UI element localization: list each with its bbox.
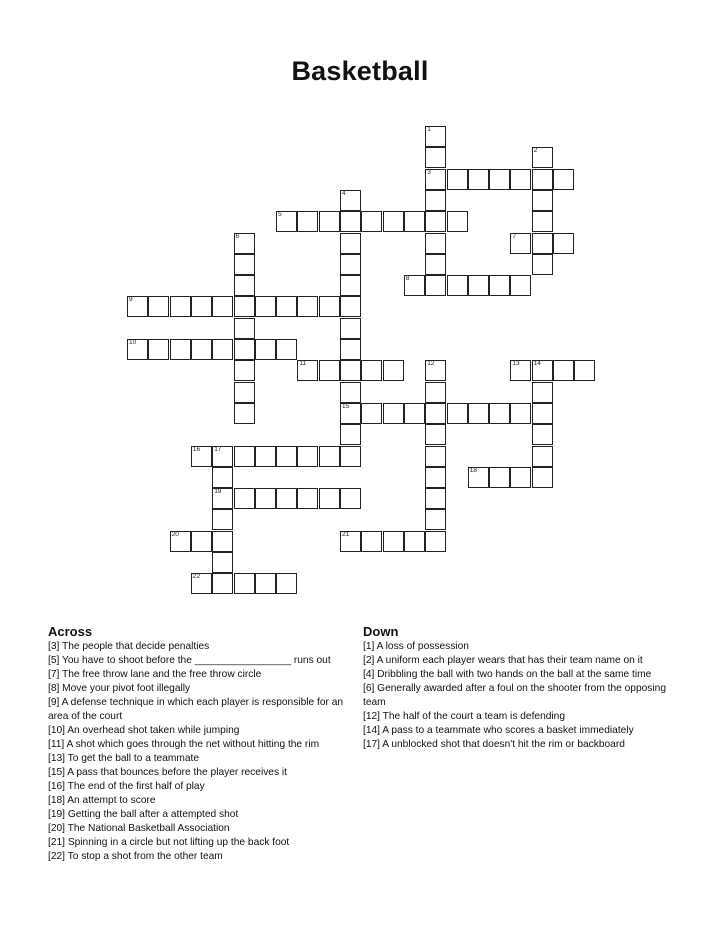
crossword-cell[interactable]: [127, 296, 148, 317]
crossword-cell[interactable]: [319, 488, 340, 509]
crossword-cell[interactable]: [447, 403, 468, 424]
crossword-cell[interactable]: [532, 446, 553, 467]
crossword-cell[interactable]: [191, 573, 212, 594]
crossword-cell[interactable]: [170, 339, 191, 360]
crossword-cell[interactable]: [340, 254, 361, 275]
crossword-cell[interactable]: [425, 403, 446, 424]
crossword-cell[interactable]: [425, 233, 446, 254]
crossword-cell[interactable]: [340, 339, 361, 360]
crossword-cell[interactable]: [361, 211, 382, 232]
crossword-cell[interactable]: [340, 190, 361, 211]
crossword-cell[interactable]: [340, 403, 361, 424]
crossword-cell[interactable]: [510, 233, 531, 254]
crossword-cell[interactable]: [212, 446, 233, 467]
crossword-cell[interactable]: [212, 467, 233, 488]
crossword-cell[interactable]: [404, 531, 425, 552]
crossword-cell[interactable]: [340, 318, 361, 339]
crossword-cell[interactable]: [510, 169, 531, 190]
crossword-cell[interactable]: [361, 360, 382, 381]
crossword-cell[interactable]: [276, 211, 297, 232]
crossword-cell[interactable]: [532, 424, 553, 445]
crossword-cell[interactable]: [319, 360, 340, 381]
crossword-cell[interactable]: [553, 233, 574, 254]
crossword-cell[interactable]: [361, 531, 382, 552]
crossword-cell[interactable]: [532, 211, 553, 232]
crossword-cell[interactable]: [425, 382, 446, 403]
clue-number: 4: [342, 189, 346, 197]
crossword-cell[interactable]: [425, 211, 446, 232]
crossword-cell[interactable]: [191, 296, 212, 317]
crossword-cell[interactable]: [234, 446, 255, 467]
crossword-cell[interactable]: [425, 169, 446, 190]
across-clue: [11] A shot which goes through the net without hitting the rim: [48, 739, 320, 750]
down-clue: [12] The half of the court a team is defending: [363, 711, 565, 722]
crossword-cell[interactable]: [404, 403, 425, 424]
clue-number: 18: [469, 466, 478, 474]
crossword-cell[interactable]: [532, 147, 553, 168]
clue-number: 12: [427, 360, 435, 368]
crossword-cell[interactable]: [234, 233, 255, 254]
crossword-cell[interactable]: [212, 552, 233, 573]
crossword-cell[interactable]: [340, 531, 361, 552]
clue-number: 5: [278, 211, 282, 219]
crossword-cell[interactable]: [234, 403, 255, 424]
clue-number: 17: [214, 445, 222, 453]
crossword-cell[interactable]: [148, 339, 169, 360]
crossword-cell[interactable]: [319, 296, 340, 317]
crossword-cell[interactable]: [212, 339, 233, 360]
clue-number: 9: [129, 296, 133, 304]
clue-number: 21: [342, 530, 350, 538]
clue-number: 8: [405, 275, 410, 283]
across-clue: [18] An attempt to score: [48, 795, 156, 806]
across-clues: [48, 624, 358, 864]
crossword-cell[interactable]: [234, 318, 255, 339]
crossword-cell[interactable]: [510, 275, 531, 296]
crossword-cell[interactable]: [276, 488, 297, 509]
crossword-cell[interactable]: [234, 254, 255, 275]
clue-number: 22: [192, 573, 201, 581]
crossword-cell[interactable]: [489, 467, 510, 488]
across-clue: [21] Spinning in a circle but not lifting up the back foot: [48, 837, 290, 848]
crossword-cell[interactable]: [425, 147, 446, 168]
crossword-cell[interactable]: [383, 403, 404, 424]
across-clue: [5] You have to shoot before the _________________ runs out: [48, 655, 331, 666]
crossword-cell[interactable]: [191, 339, 212, 360]
crossword-cell[interactable]: [255, 573, 276, 594]
down-clues: [363, 624, 673, 752]
crossword-cell[interactable]: [404, 275, 425, 296]
crossword-cell[interactable]: [234, 360, 255, 381]
crossword-cell[interactable]: [234, 488, 255, 509]
crossword-cell[interactable]: [468, 275, 489, 296]
crossword-cell[interactable]: [212, 296, 233, 317]
crossword-cell[interactable]: [234, 382, 255, 403]
across-clue: [3] The people that decide penalties: [48, 641, 210, 652]
across-clue: [10] An overhead shot taken while jumping: [48, 725, 240, 736]
crossword-cell[interactable]: [489, 403, 510, 424]
crossword-cell[interactable]: [340, 233, 361, 254]
crossword-cell[interactable]: [425, 275, 446, 296]
clue-number: 2: [533, 147, 538, 155]
crossword-cell[interactable]: [340, 488, 361, 509]
crossword-cell[interactable]: [532, 169, 553, 190]
crossword-cell[interactable]: [425, 190, 446, 211]
crossword-cell[interactable]: [489, 275, 510, 296]
crossword-cell[interactable]: [255, 339, 276, 360]
crossword-cell[interactable]: [191, 531, 212, 552]
crossword-cell[interactable]: [532, 467, 553, 488]
crossword-cell[interactable]: [340, 275, 361, 296]
crossword-cell[interactable]: [361, 403, 382, 424]
crossword-cell[interactable]: [383, 211, 404, 232]
down-clue: [4] Dribbling the ball with two hands on the ball at the same time: [363, 669, 652, 680]
down-clue: [1] A loss of possession: [363, 641, 469, 652]
crossword-cell[interactable]: [255, 488, 276, 509]
crossword-cell[interactable]: [276, 296, 297, 317]
crossword-cell[interactable]: [297, 488, 318, 509]
crossword-cell[interactable]: [447, 211, 468, 232]
crossword-cell[interactable]: [234, 296, 255, 317]
across-clue: [8] Move your pivot foot illegally: [48, 683, 191, 694]
crossword-cell[interactable]: [127, 339, 148, 360]
down-heading: Down: [363, 624, 399, 639]
crossword-cell[interactable]: [276, 446, 297, 467]
across-clue: [15] A pass that bounces before the player receives it: [48, 767, 287, 778]
down-clue: [14] A pass to a teammate who scores a basket immediately: [363, 725, 634, 736]
crossword-cell[interactable]: [532, 382, 553, 403]
crossword-cell[interactable]: [340, 211, 361, 232]
clue-number: 7: [512, 232, 517, 240]
crossword-cell[interactable]: [212, 488, 233, 509]
clue-number: 1: [427, 126, 431, 133]
crossword-cell[interactable]: [383, 360, 404, 381]
crossword-cell[interactable]: [532, 254, 553, 275]
crossword-cell[interactable]: [340, 382, 361, 403]
crossword-cell[interactable]: [276, 339, 297, 360]
across-clue: [9] A defense technique in which each player is responsible for an area of the court: [48, 697, 344, 722]
crossword-cell[interactable]: [255, 446, 276, 467]
clue-number: 14: [533, 360, 541, 368]
across-clue: [22] To stop a shot from the other team: [48, 851, 223, 862]
clue-number: 15: [342, 402, 350, 410]
crossword-cell[interactable]: [234, 275, 255, 296]
crossword-cell[interactable]: [447, 275, 468, 296]
across-clue: [20] The National Basketball Association: [48, 823, 230, 834]
crossword-cell[interactable]: [425, 424, 446, 445]
crossword-cell[interactable]: [532, 190, 553, 211]
crossword-cell[interactable]: [212, 531, 233, 552]
crossword-cell[interactable]: [425, 446, 446, 467]
crossword-cell[interactable]: [468, 169, 489, 190]
crossword-cell[interactable]: [425, 360, 446, 381]
crossword-cell[interactable]: [468, 467, 489, 488]
crossword-cell[interactable]: [297, 360, 318, 381]
clue-number: 19: [214, 488, 222, 496]
down-clue: [2] A uniform each player wears that has their team name on it: [363, 655, 643, 666]
crossword-cell[interactable]: [170, 296, 191, 317]
down-clue: [17] A unblocked shot that doesn't hit the rim or backboard: [363, 739, 625, 750]
crossword-cell[interactable]: [319, 446, 340, 467]
crossword-cell[interactable]: [297, 446, 318, 467]
clue-number: 3: [427, 168, 431, 176]
crossword-cell[interactable]: [319, 211, 340, 232]
crossword-cell[interactable]: [553, 169, 574, 190]
clue-number: 6: [235, 232, 240, 240]
crossword-cell[interactable]: [404, 211, 425, 232]
crossword-cell[interactable]: [170, 531, 191, 552]
crossword-cell[interactable]: [489, 169, 510, 190]
crossword-cell[interactable]: [297, 296, 318, 317]
clue-number: 13: [512, 360, 520, 368]
across-clue: [19] Getting the ball after a attempted shot: [48, 809, 239, 820]
clue-number: 10: [129, 339, 137, 346]
across-clue: [16] The end of the first half of play: [48, 781, 205, 792]
page-title: Basketball: [291, 56, 429, 86]
crossword-cell[interactable]: [340, 446, 361, 467]
crossword-cell[interactable]: [532, 233, 553, 254]
crossword-cell[interactable]: [425, 254, 446, 275]
across-heading: Across: [48, 624, 93, 639]
down-clue: [6] Generally awarded after a foul on the shooter from the opposing team: [363, 683, 666, 708]
crossword-cell[interactable]: [148, 296, 169, 317]
crossword-cell[interactable]: [425, 531, 446, 552]
crossword-cell[interactable]: [340, 360, 361, 381]
crossword-cell[interactable]: [234, 573, 255, 594]
crossword-cell[interactable]: [510, 467, 531, 488]
crossword-cell[interactable]: [532, 360, 553, 381]
across-clue: [7] The free throw lane and the free throw circle: [48, 669, 262, 680]
crossword-cell[interactable]: [191, 446, 212, 467]
crossword-cell[interactable]: [234, 339, 255, 360]
crossword-cell[interactable]: [340, 296, 361, 317]
crossword-cell[interactable]: [447, 169, 468, 190]
clue-number: 11: [299, 360, 307, 368]
crossword-cell[interactable]: [212, 509, 233, 530]
crossword-cell[interactable]: [425, 126, 446, 147]
crossword-cell[interactable]: [340, 424, 361, 445]
crossword-cell[interactable]: [276, 573, 297, 594]
crossword-cell[interactable]: [425, 509, 446, 530]
crossword-cell[interactable]: [255, 296, 276, 317]
crossword-cell[interactable]: [383, 531, 404, 552]
clue-number: 20: [171, 530, 179, 538]
crossword-cell[interactable]: [553, 360, 574, 381]
crossword-cell[interactable]: [212, 573, 233, 594]
across-clue: [13] To get the ball to a teammate: [48, 753, 200, 764]
crossword-cell[interactable]: [510, 403, 531, 424]
crossword-cell[interactable]: [468, 403, 489, 424]
crossword-cell[interactable]: [574, 360, 595, 381]
crossword-cell[interactable]: [425, 467, 446, 488]
crossword-cell[interactable]: [510, 360, 531, 381]
clue-number: 16: [192, 445, 201, 453]
crossword-cell[interactable]: [297, 211, 318, 232]
crossword-cell[interactable]: [532, 403, 553, 424]
crossword-cell[interactable]: [425, 488, 446, 509]
